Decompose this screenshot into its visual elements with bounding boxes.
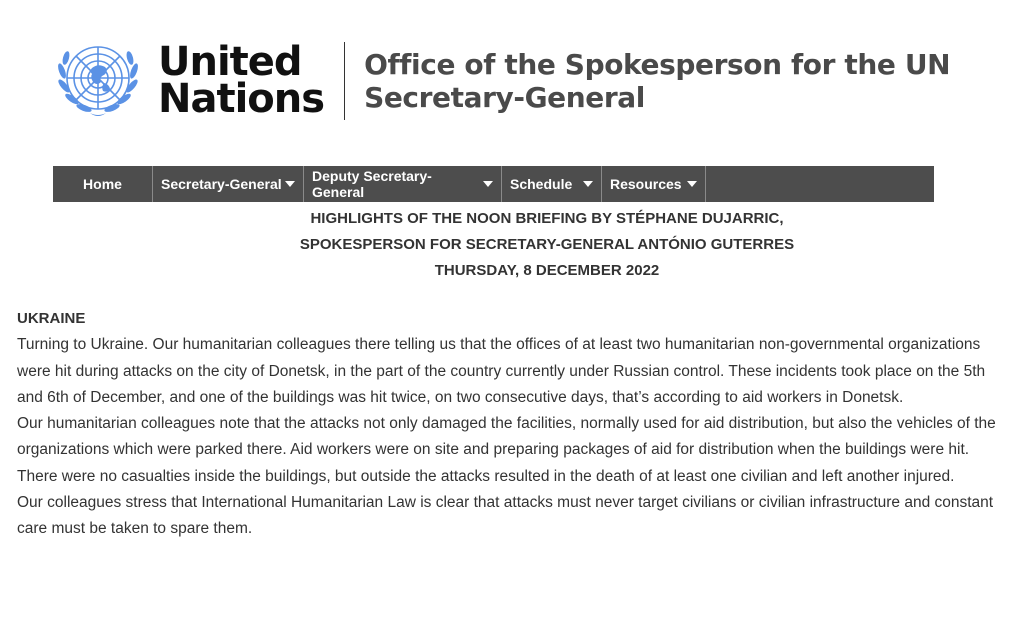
nav-item-label: Deputy Secretary-General — [312, 168, 432, 200]
caret-down-icon — [583, 181, 593, 187]
nav-item-home[interactable] — [53, 166, 153, 202]
briefing-title-line1: HIGHLIGHTS OF THE NOON BRIEFING BY STÉPHANE DUJARRIC, — [310, 210, 784, 227]
briefing-heading — [0, 206, 1014, 284]
office-title[interactable] — [364, 48, 950, 114]
header-divider — [344, 42, 345, 120]
caret-down-icon — [687, 181, 697, 187]
org-name-line2: Nations — [158, 76, 325, 122]
office-title-line2: Secretary-General — [364, 81, 645, 114]
briefing-title-line2: SPOKESPERSON FOR SECRETARY-GENERAL ANTÓNIO GUTERRES — [299, 236, 795, 253]
un-emblem-icon[interactable] — [52, 41, 144, 121]
nav-item-secretary-general[interactable] — [153, 166, 304, 202]
briefing-date: THURSDAY, 8 DECEMBER 2022 — [434, 262, 660, 279]
article-body — [17, 306, 1007, 543]
caret-down-icon — [285, 181, 295, 187]
org-name[interactable] — [158, 39, 325, 122]
paragraph: Turning to Ukraine. Our humanitarian colleagues there telling us that the offices of at least two humanitarian non-governmental organizations were hit during attacks on the city of Donetsk, in the part of the country currently under Russian control. These incidents took place on the 5th and 6th of December, and one of the buildings was hit twice, on two consecutive days, that’s according to aid workers in Donetsk. — [17, 336, 986, 406]
org-name-line1: United — [158, 39, 302, 85]
site-header — [52, 40, 950, 122]
nav-item-label: Home — [83, 176, 122, 192]
nav-item-schedule[interactable] — [502, 166, 602, 202]
nav-item-resources[interactable] — [602, 166, 706, 202]
caret-down-icon — [483, 181, 493, 187]
paragraph: Our colleagues stress that International Humanitarian Law is clear that attacks must never target civilians or civilian infrastructure and constant care must be taken to spare them. — [17, 494, 994, 538]
nav-item-label: Resources — [610, 176, 682, 192]
paragraph: Our humanitarian colleagues note that the attacks not only damaged the facilities, normally used for aid distribution, but also the vehicles of the organizations which were parked there. Aid workers were on site and preparing packages of aid for distribution when the buildings were hit. There were no casualties inside the buildings, but outside the attacks resulted in the death of at least one civilian and left another injured. — [17, 415, 996, 485]
main-nav — [53, 166, 934, 202]
nav-item-deputy-secretary-general[interactable] — [304, 166, 502, 202]
office-title-line1: Office of the Spokesperson for the UN — [364, 48, 951, 81]
section-title: UKRAINE — [17, 310, 86, 327]
nav-item-label: Secretary-General — [161, 176, 282, 192]
nav-item-label: Schedule — [510, 176, 573, 192]
